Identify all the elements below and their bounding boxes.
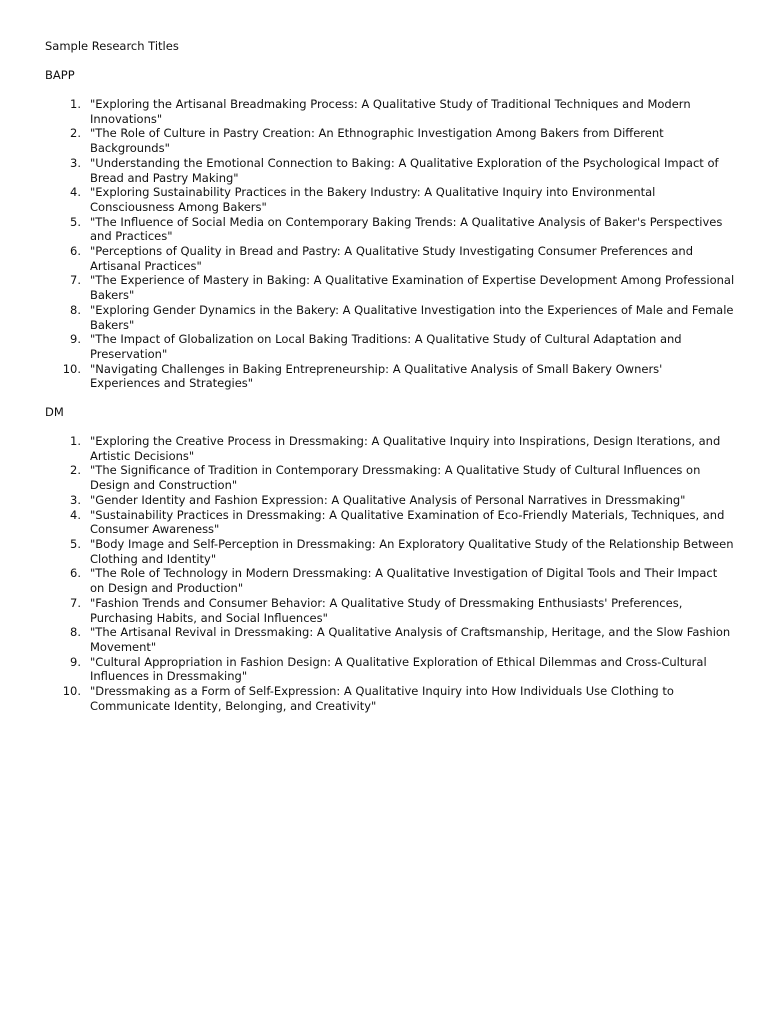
list-item-text: "The Role of Culture in Pastry Creation: An Ethnographic Investigation Among Bakers from Different Backgrounds" bbox=[90, 126, 664, 156]
list-item bbox=[45, 596, 735, 625]
section-bapp bbox=[45, 68, 735, 391]
list-item bbox=[45, 655, 735, 684]
list-number: 5. bbox=[70, 214, 81, 229]
list-number: 2. bbox=[70, 463, 81, 478]
list-item bbox=[45, 362, 735, 391]
list-item bbox=[45, 508, 735, 537]
list-number: 2. bbox=[70, 126, 81, 141]
list-item bbox=[45, 625, 735, 654]
list-item bbox=[45, 273, 735, 302]
list-item-text: "Fashion Trends and Consumer Behavior: A Qualitative Study of Dressmaking Enthusiasts' Preferences, Purchasing Habits, and Social Influences" bbox=[90, 595, 683, 625]
list-item-text: "The Significance of Tradition in Contemporary Dressmaking: A Qualitative Study of Cultural Influences on Design and Construction" bbox=[90, 463, 701, 493]
section-heading-bapp: BAPP bbox=[45, 68, 75, 82]
list-item-text: "Exploring the Artisanal Breadmaking Process: A Qualitative Study of Traditional Techniques and Modern Innovations" bbox=[90, 97, 691, 126]
list-item bbox=[45, 463, 735, 492]
list-number: 6. bbox=[70, 244, 81, 259]
list-number: 7. bbox=[70, 595, 81, 610]
list-item bbox=[45, 434, 735, 463]
list-item-text: "Understanding the Emotional Connection to Baking: A Qualitative Exploration of the Psychological Impact of Bread and Pastry Making" bbox=[90, 155, 719, 185]
list-number: 8. bbox=[70, 625, 81, 640]
list-item-text: "The Experience of Mastery in Baking: A Qualitative Examination of Expertise Development Among Professional Bakers" bbox=[90, 273, 735, 303]
list-item bbox=[45, 493, 735, 508]
list-item bbox=[45, 156, 735, 185]
list-number: 7. bbox=[70, 273, 81, 288]
list-item-text: "Exploring Gender Dynamics in the Bakery: A Qualitative Investigation into the Experiences of Male and Female Bakers" bbox=[90, 302, 734, 332]
list-item bbox=[45, 185, 735, 214]
research-title-list-bapp bbox=[45, 97, 735, 391]
list-item bbox=[45, 684, 735, 713]
list-number: 4. bbox=[70, 185, 81, 200]
list-number: 1. bbox=[70, 97, 81, 111]
list-number: 3. bbox=[70, 155, 81, 170]
list-item bbox=[45, 537, 735, 566]
list-item-text: "Exploring Sustainability Practices in the Bakery Industry: A Qualitative Inquiry into Environmental Consciousness Among Bakers" bbox=[90, 185, 656, 214]
list-item-text: "The Impact of Globalization on Local Baking Traditions: A Qualitative Study of Cultural Adaptation and Preservation" bbox=[90, 332, 682, 361]
document-page bbox=[45, 39, 735, 727]
list-item bbox=[45, 566, 735, 595]
list-item-text: "Exploring the Creative Process in Dressmaking: A Qualitative Inquiry into Inspirations, Design Iterations, and Artistic Decisions" bbox=[90, 434, 721, 463]
list-item-text: "The Influence of Social Media on Contemporary Baking Trends: A Qualitative Analysis of Baker's Perspectives and Practices" bbox=[90, 214, 723, 244]
list-number: 9. bbox=[70, 654, 81, 669]
list-item-text: "Gender Identity and Fashion Expression: A Qualitative Analysis of Personal Narratives in Dressmaking" bbox=[90, 492, 686, 507]
list-item-text: "Navigating Challenges in Baking Entrepreneurship: A Qualitative Analysis of Small Bakery Owners' Experiences and Strategies" bbox=[90, 361, 663, 391]
list-item-text: "Body Image and Self-Perception in Dressmaking: An Exploratory Qualitative Study of the Relationship Between Clothing and Identity" bbox=[90, 536, 734, 566]
list-number: 6. bbox=[70, 566, 81, 581]
list-item bbox=[45, 303, 735, 332]
list-item bbox=[45, 244, 735, 273]
section-heading-dm: DM bbox=[45, 405, 64, 420]
list-item bbox=[45, 97, 735, 126]
list-number: 3. bbox=[70, 492, 81, 507]
list-item-text: "Dressmaking as a Form of Self-Expression: A Qualitative Inquiry into How Individuals Use Clothing to Communicate Identity, Belonging, and Creativity" bbox=[90, 684, 674, 713]
list-number: 8. bbox=[70, 302, 81, 317]
list-number: 5. bbox=[70, 536, 81, 551]
list-item-text: "Perceptions of Quality in Bread and Pastry: A Qualitative Study Investigating Consumer Preferences and Artisanal Practices" bbox=[90, 244, 694, 273]
list-number: 4. bbox=[70, 507, 81, 522]
list-item bbox=[45, 332, 735, 361]
section-dm bbox=[45, 405, 735, 713]
list-number: 10. bbox=[62, 361, 81, 376]
list-item-text: "Sustainability Practices in Dressmaking: A Qualitative Examination of Eco-Friendly Materials, Techniques, and Consumer Awareness" bbox=[90, 507, 725, 537]
list-item bbox=[45, 126, 735, 155]
list-item bbox=[45, 215, 735, 244]
list-number: 10. bbox=[62, 684, 81, 699]
list-item-text: "Cultural Appropriation in Fashion Design: A Qualitative Exploration of Ethical Dilemmas and Cross-Cultural Influences in Dressmaking" bbox=[90, 654, 707, 684]
list-item-text: "The Role of Technology in Modern Dressmaking: A Qualitative Investigation of Digital Tools and Their Impact on Design and Production" bbox=[90, 566, 718, 596]
research-title-list-dm bbox=[45, 434, 735, 713]
document-title: Sample Research Titles bbox=[45, 39, 179, 53]
list-item-text: "The Artisanal Revival in Dressmaking: A Qualitative Analysis of Craftsmanship, Heritage, and the Slow Fashion Movement" bbox=[90, 625, 731, 654]
list-number: 9. bbox=[70, 332, 81, 347]
list-number: 1. bbox=[70, 434, 81, 449]
